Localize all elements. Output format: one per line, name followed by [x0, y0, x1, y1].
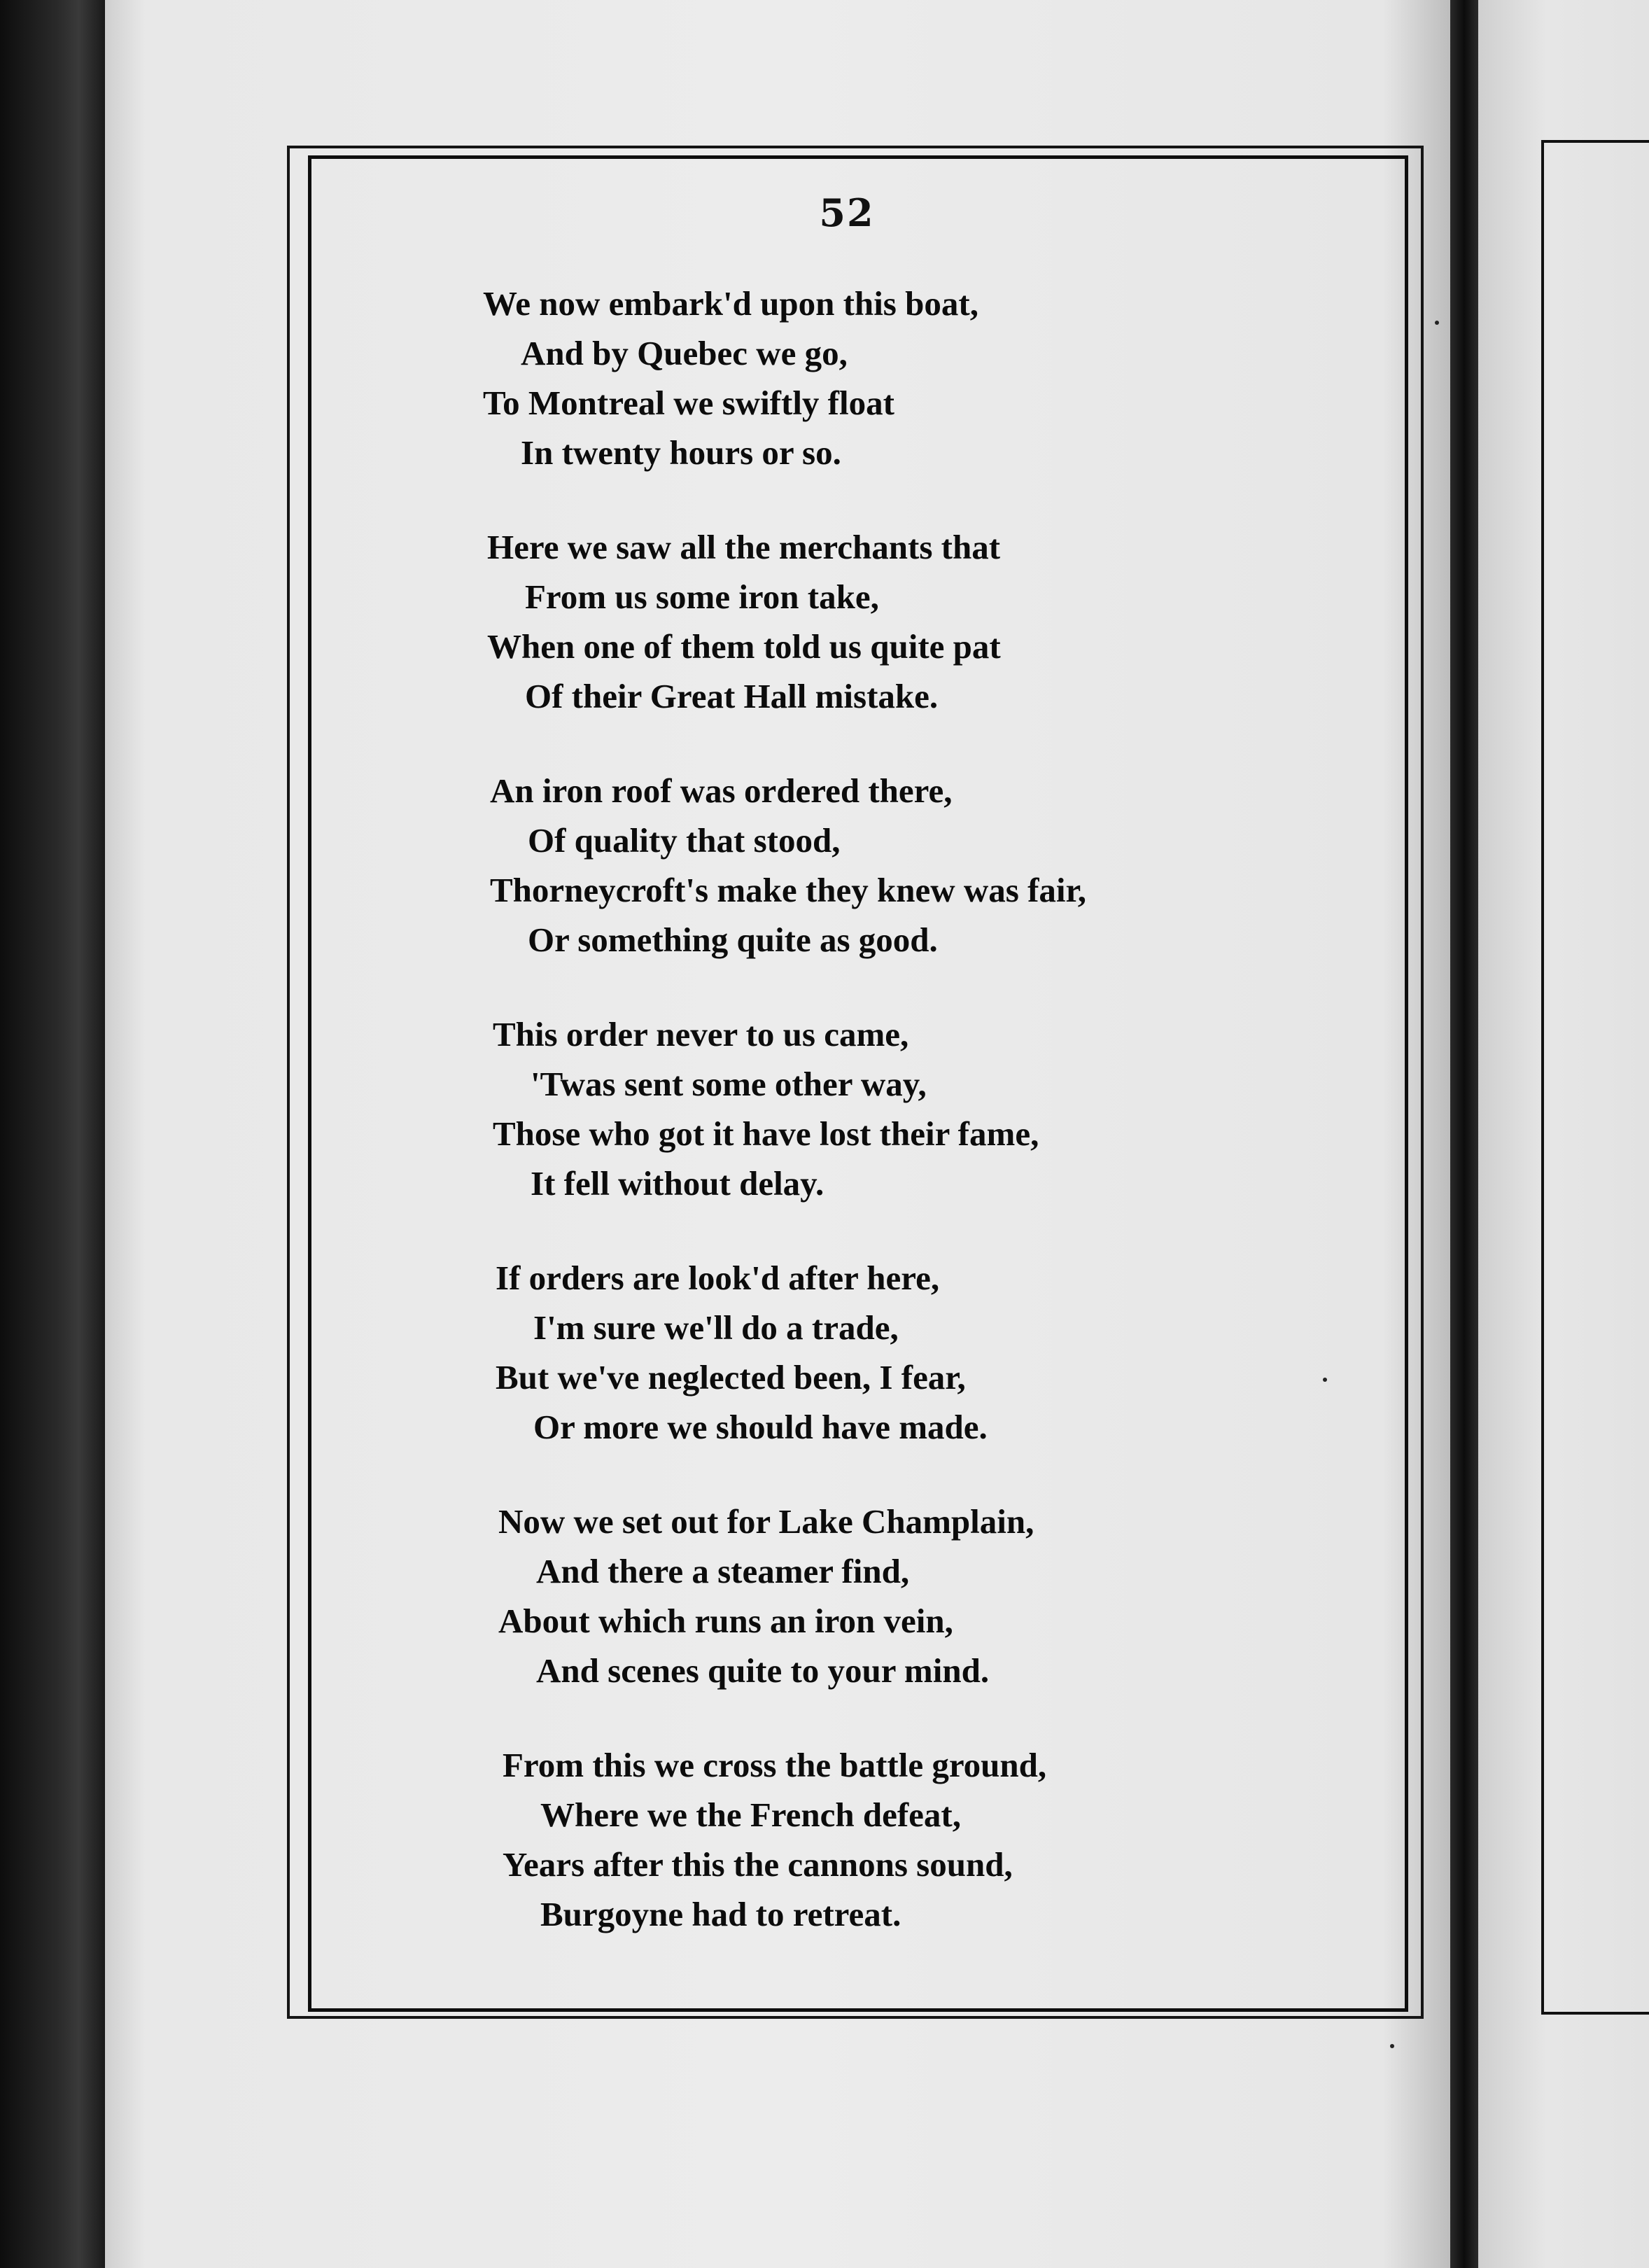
poem-line: Burgoyne had to retreat.	[540, 1895, 901, 1933]
poem-line: From this we cross the battle ground,	[503, 1746, 1047, 1784]
ink-speck	[1435, 321, 1439, 325]
poem-line: Or something quite as good.	[528, 920, 938, 959]
poem-line: Where we the French defeat,	[540, 1795, 961, 1834]
stanza	[487, 522, 1393, 721]
book-binding	[0, 0, 105, 2268]
poem-line: But we've neglected been, I fear,	[496, 1358, 966, 1396]
poem-line: Years after this the cannons sound,	[503, 1845, 1013, 1884]
poem-line: Those who got it have lost their fame,	[493, 1114, 1039, 1153]
stanza	[483, 279, 1393, 477]
poem-line: We now embark'd upon this boat,	[483, 284, 978, 323]
poem-line: Of their Great Hall mistake.	[525, 677, 939, 715]
poem-line: Now we set out for Lake Champlain,	[498, 1502, 1034, 1541]
poem-line: Here we saw all the merchants that	[487, 528, 1001, 566]
stanza	[503, 1740, 1393, 1939]
facing-page	[1478, 0, 1649, 2268]
poem-line: And there a steamer find,	[536, 1552, 910, 1590]
poem-line: 'Twas sent some other way,	[531, 1065, 927, 1103]
poem-line: When one of them told us quite pat	[487, 627, 1001, 666]
stanza	[493, 1009, 1393, 1208]
poem-line: And by Quebec we go,	[521, 334, 848, 372]
poem-line: An iron roof was ordered there,	[490, 771, 953, 810]
poem-line: Or more we should have made.	[533, 1408, 988, 1446]
facing-page-border	[1541, 140, 1649, 2015]
poem-line: Of quality that stood,	[528, 821, 841, 860]
poem	[483, 279, 1393, 1984]
poem-line: It fell without delay.	[531, 1164, 824, 1203]
ink-speck	[1390, 2044, 1394, 2048]
page-number: 52	[819, 190, 875, 235]
stanza	[498, 1497, 1393, 1695]
poem-line: And scenes quite to your mind.	[536, 1651, 990, 1690]
poem-line: In twenty hours or so.	[521, 433, 841, 472]
poem-line: To Montreal we swiftly float	[483, 384, 894, 422]
stanza	[490, 766, 1393, 965]
poem-line: About which runs an iron vein,	[498, 1602, 953, 1640]
poem-line: Thorneycroft's make they knew was fair,	[490, 871, 1087, 909]
poem-line: From us some iron take,	[525, 578, 879, 616]
poem-line: I'm sure we'll do a trade,	[533, 1308, 899, 1347]
poem-line: This order never to us came,	[493, 1015, 909, 1054]
page-gutter	[1450, 0, 1478, 2268]
ink-speck	[1323, 1378, 1327, 1382]
stanza	[496, 1253, 1393, 1452]
poem-line: If orders are look'd after here,	[496, 1259, 940, 1297]
